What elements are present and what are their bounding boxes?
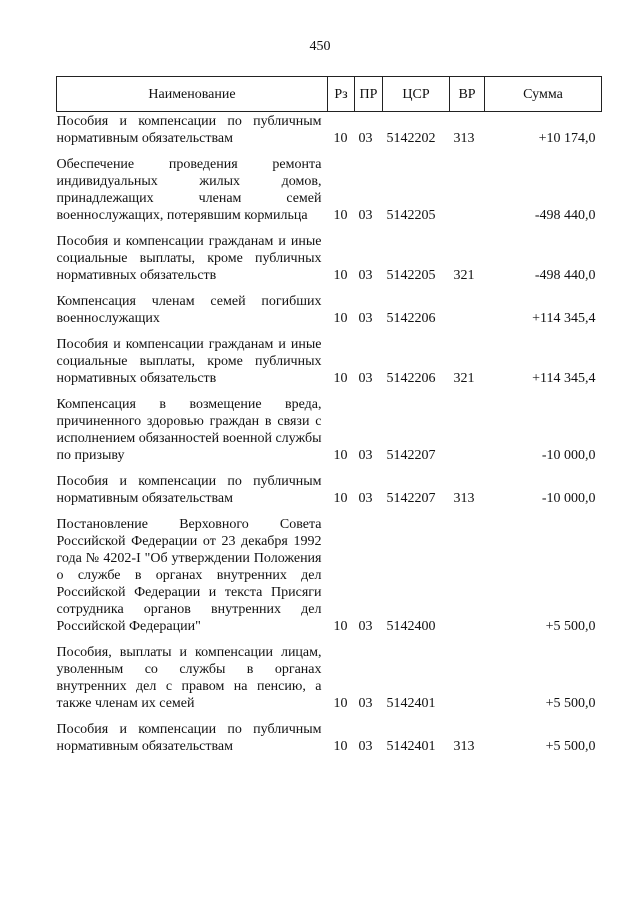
- row-pr: 03: [358, 448, 373, 463]
- row-name: Обеспечение проведения ремонта индивидуальных жилых домов, принадлежащих членам семей военнослужащих, потерявшим кормильца: [56, 157, 322, 223]
- row-vr: 313: [453, 131, 475, 146]
- row-rz: 10: [333, 696, 348, 711]
- table-row: [57, 516, 602, 644]
- header-name: Наименование: [57, 77, 328, 112]
- row-pr: 03: [358, 739, 373, 754]
- row-csr: 5142400: [386, 619, 436, 634]
- row-vr: [450, 293, 485, 336]
- table-row: [57, 233, 602, 293]
- row-sum: +5 500,0: [545, 696, 596, 711]
- row-vr: [450, 396, 485, 473]
- row-rz: 10: [333, 491, 348, 506]
- row-csr: 5142202: [386, 131, 436, 146]
- table-header-row: [57, 77, 602, 112]
- row-rz: 10: [333, 311, 348, 326]
- row-sum: -498 440,0: [534, 268, 596, 283]
- row-rz: 10: [333, 448, 348, 463]
- row-name: Пособия и компенсации гражданам и иные социальные выплаты, кроме публичных нормативных обязательств: [56, 337, 322, 386]
- row-vr: 321: [453, 268, 475, 283]
- row-name: Пособия и компенсации гражданам и иные социальные выплаты, кроме публичных нормативных обязательств: [56, 234, 322, 283]
- row-name: Пособия, выплаты и компенсации лицам, уволенным со службы в органах внутренних дел с правом на пенсию, а также членам их семей: [56, 645, 322, 711]
- row-sum: -10 000,0: [541, 448, 596, 463]
- row-sum: +10 174,0: [538, 131, 596, 146]
- row-name: Пособия и компенсации по публичным нормативным обязательствам: [56, 114, 322, 146]
- row-pr: 03: [358, 311, 373, 326]
- table-row: [57, 336, 602, 396]
- row-name: Пособия и компенсации по публичным нормативным обязательствам: [56, 474, 322, 506]
- row-csr: 5142205: [386, 208, 436, 223]
- row-pr: 03: [358, 491, 373, 506]
- table-row: [57, 112, 602, 157]
- row-vr: 313: [453, 739, 475, 754]
- row-name: Компенсация в возмещение вреда, причиненного здоровью граждан в связи с исполнением обязанностей военной службы по призыву: [56, 397, 322, 463]
- row-sum: -498 440,0: [534, 208, 596, 223]
- row-rz: 10: [333, 131, 348, 146]
- row-pr: 03: [358, 268, 373, 283]
- row-name: Пособия и компенсации по публичным нормативным обязательствам: [56, 722, 322, 754]
- row-csr: 5142401: [386, 739, 436, 754]
- row-rz: 10: [333, 208, 348, 223]
- row-csr: 5142206: [386, 371, 436, 386]
- header-sum: Сумма: [485, 77, 602, 112]
- row-sum: +114 345,4: [532, 311, 596, 326]
- budget-table: [56, 76, 602, 764]
- row-rz: 10: [333, 739, 348, 754]
- table-row: [57, 293, 602, 336]
- row-csr: 5142401: [386, 696, 436, 711]
- row-csr: 5142207: [386, 448, 436, 463]
- table-row: [57, 644, 602, 721]
- row-csr: 5142207: [386, 491, 436, 506]
- row-rz: 10: [333, 619, 348, 634]
- table-row: [57, 396, 602, 473]
- row-name: Постановление Верховного Совета Российской Федерации от 23 декабря 1992 года № 4202-I "Об утверждении Положения о службе в органах внутренних дел Российской Федерации и текста Присяги сотрудника органов внутренних дел Российской Федерации": [56, 517, 322, 634]
- row-csr: 5142205: [386, 268, 436, 283]
- row-pr: 03: [358, 696, 373, 711]
- row-vr: 321: [453, 371, 475, 386]
- table-row: [57, 156, 602, 233]
- row-vr: [450, 156, 485, 233]
- header-csr: ЦСР: [383, 77, 450, 112]
- row-pr: 03: [358, 208, 373, 223]
- row-pr: 03: [358, 619, 373, 634]
- row-vr: [450, 516, 485, 644]
- header-rz: Рз: [328, 77, 355, 112]
- row-name: Компенсация членам семей погибших военнослужащих: [56, 294, 322, 326]
- row-sum: +5 500,0: [545, 739, 596, 754]
- row-pr: 03: [358, 131, 373, 146]
- table-row: [57, 721, 602, 764]
- row-rz: 10: [333, 371, 348, 386]
- row-vr: 313: [453, 491, 475, 506]
- row-pr: 03: [358, 371, 373, 386]
- header-pr: ПР: [355, 77, 383, 112]
- table-row: [57, 473, 602, 516]
- page-number: 450: [309, 39, 331, 54]
- row-rz: 10: [333, 268, 348, 283]
- row-sum: -10 000,0: [541, 491, 596, 506]
- row-sum: +114 345,4: [532, 371, 596, 386]
- row-sum: +5 500,0: [545, 619, 596, 634]
- row-csr: 5142206: [386, 311, 436, 326]
- row-vr: [450, 644, 485, 721]
- header-vr: ВР: [450, 77, 485, 112]
